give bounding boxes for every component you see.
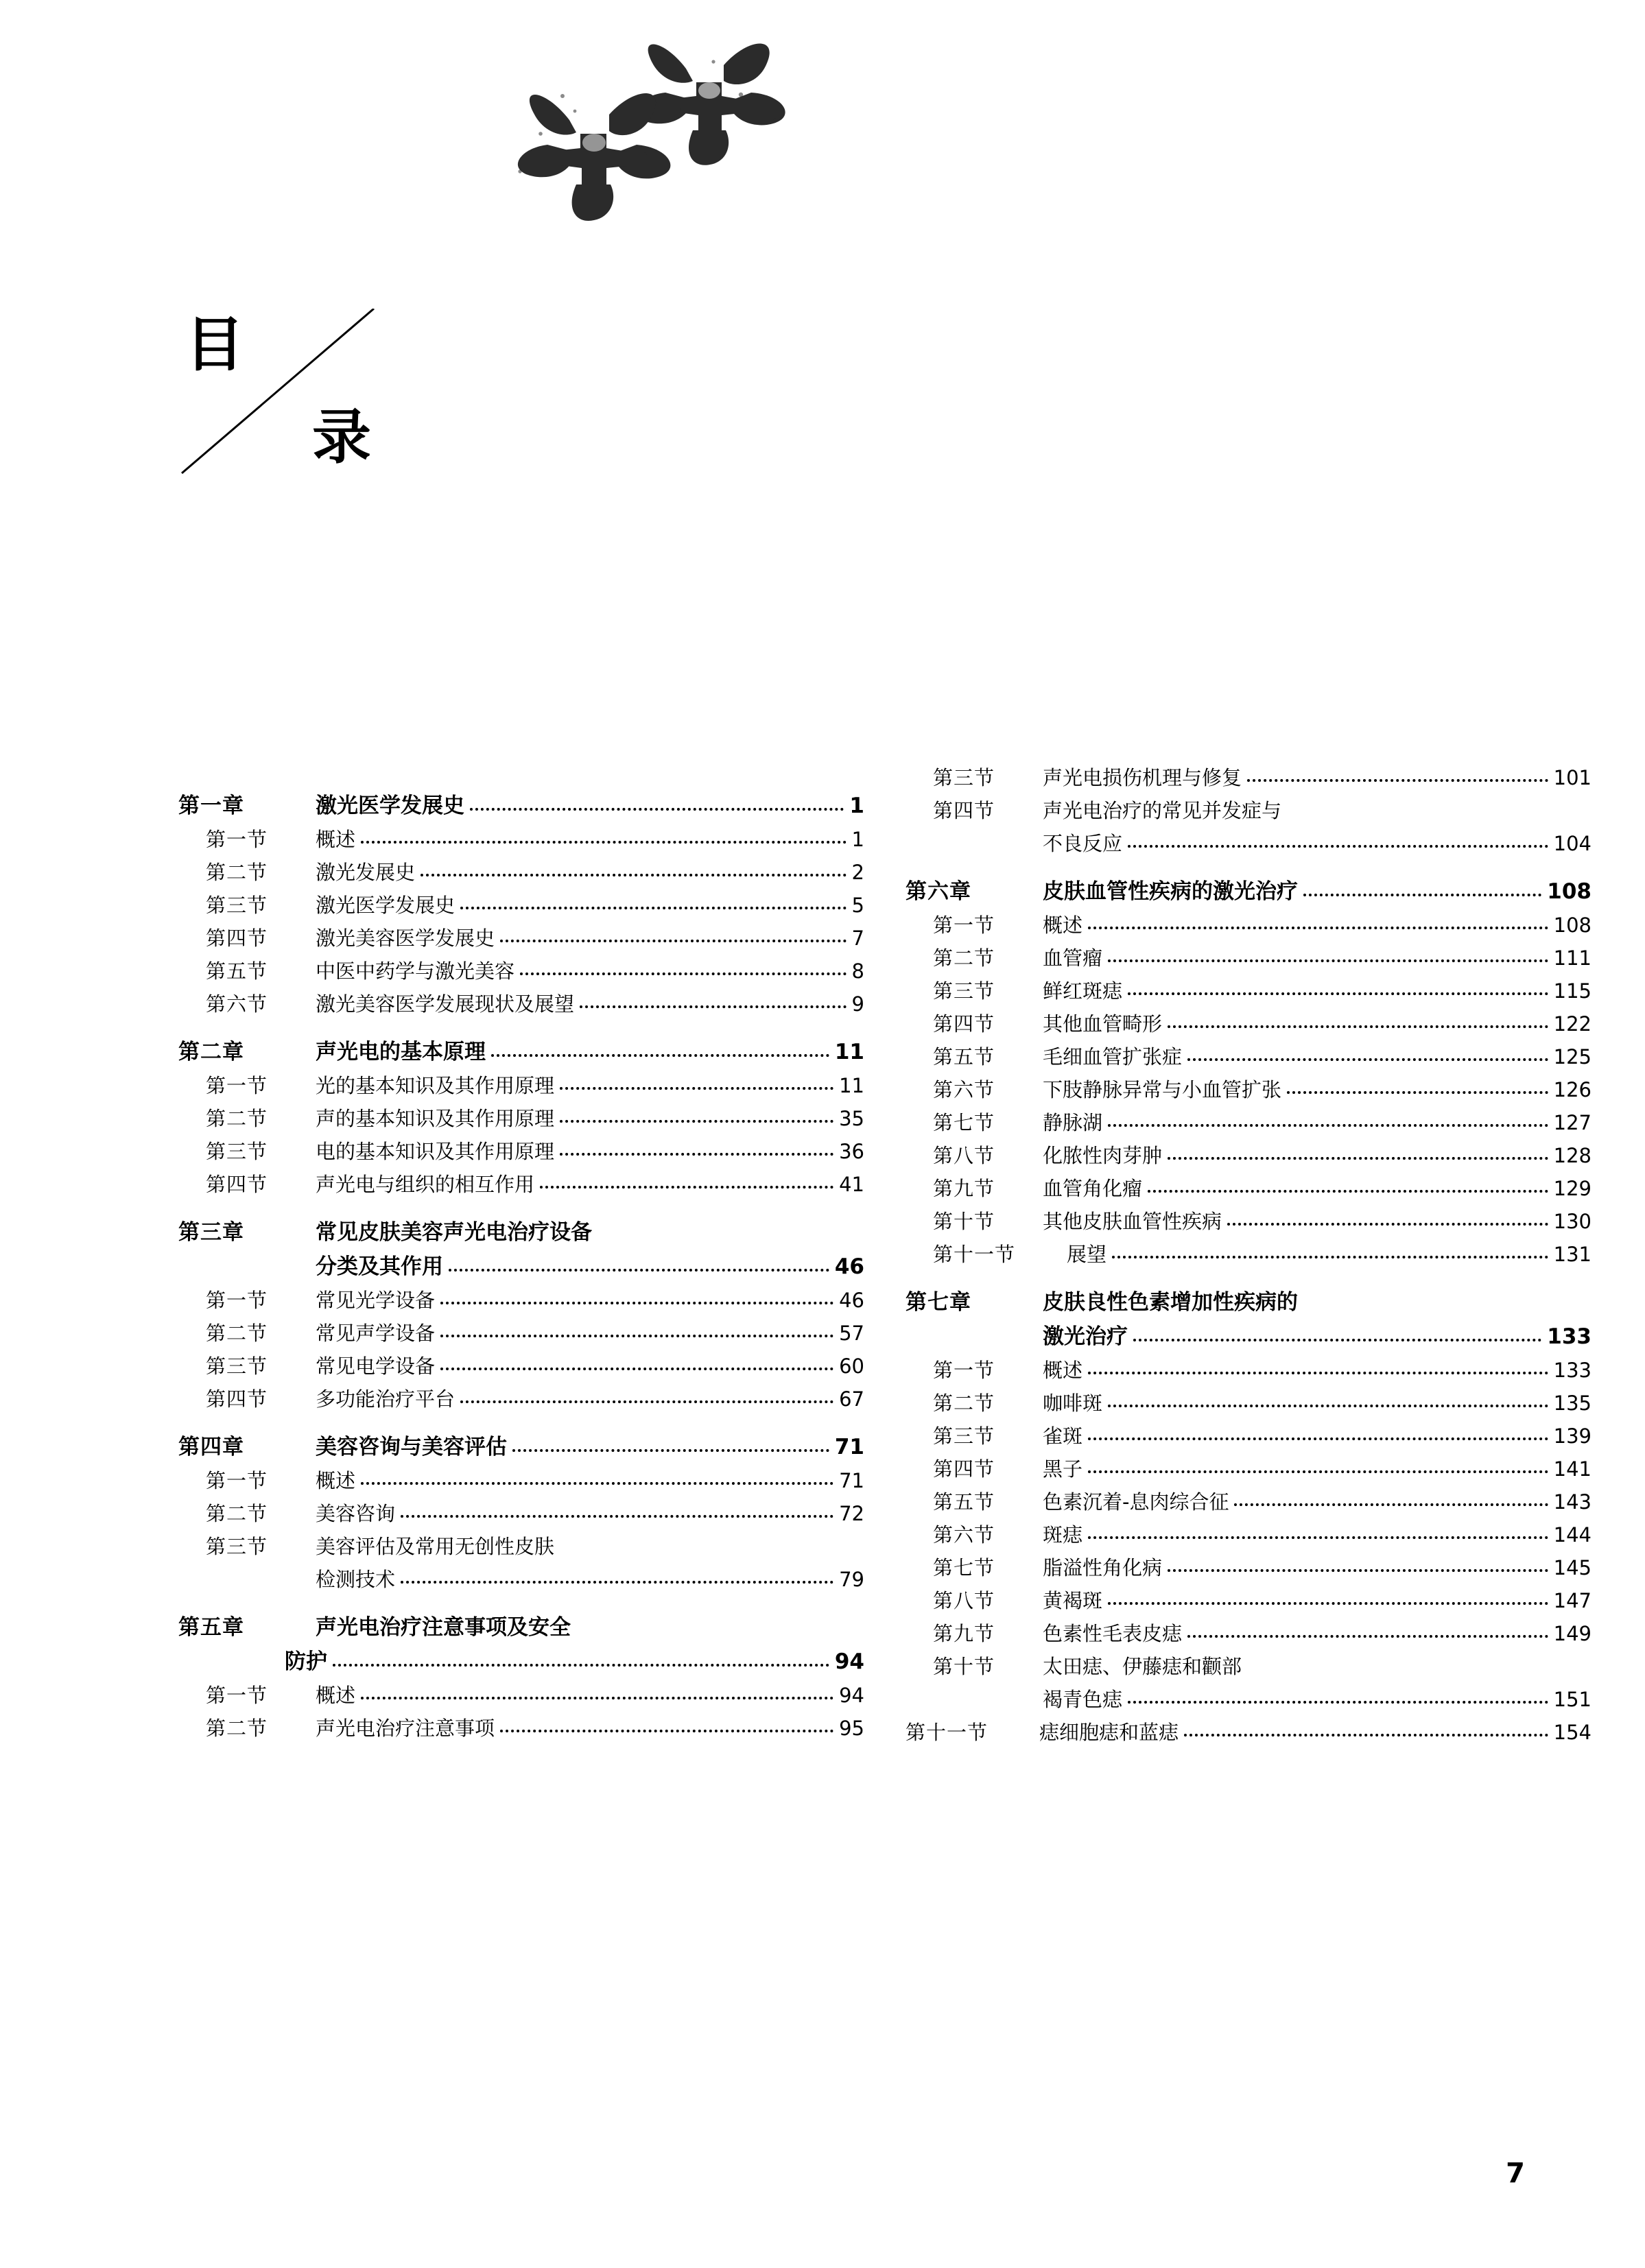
page-number: 5 xyxy=(851,894,864,917)
leader-dots xyxy=(1108,1601,1548,1605)
leader-dots xyxy=(1112,1255,1548,1258)
toc-section-entry[interactable] xyxy=(906,1047,1591,1067)
section-title: 光的基本知识及其作用原理 xyxy=(316,1074,555,1097)
leader-dots xyxy=(361,840,847,844)
orchid-ink-illustration xyxy=(357,14,906,315)
toc-section-entry[interactable] xyxy=(906,1080,1591,1100)
leader-dots xyxy=(540,1185,833,1189)
page-number: 144 xyxy=(1553,1523,1591,1547)
section-title: 声光电治疗的常见并发症与 xyxy=(1043,799,1282,822)
page-number: 135 xyxy=(1553,1392,1591,1415)
section-title: 激光美容医学发展现状及展望 xyxy=(316,992,575,1016)
section-title: 概述 xyxy=(1043,1359,1083,1382)
section-title: 电的基本知识及其作用原理 xyxy=(316,1140,555,1163)
section-title: 美容评估及常用无创性皮肤 xyxy=(316,1535,555,1558)
page-number: 127 xyxy=(1553,1111,1591,1134)
section-title: 激光医学发展史 xyxy=(316,894,455,917)
section-title: 声光电治疗注意事项 xyxy=(316,1717,495,1740)
section-title: 常见电学设备 xyxy=(316,1354,436,1378)
toc-section-entry[interactable] xyxy=(906,1394,1591,1413)
toc-section-entry[interactable] xyxy=(178,1324,864,1344)
toc-section-entry[interactable] xyxy=(906,1492,1591,1512)
toc-section-entry[interactable] xyxy=(906,1624,1591,1644)
section-number: 第九节 xyxy=(933,1177,995,1200)
section-number: 第三节 xyxy=(206,1140,268,1163)
section-number: 第一节 xyxy=(933,914,995,937)
chapter-title: 美容咨询与美容评估 xyxy=(316,1435,507,1459)
section-title: 痣细胞痣和蓝痣 xyxy=(1039,1721,1179,1744)
toc-section-entry[interactable] xyxy=(906,1591,1591,1611)
section-title: 血管瘤 xyxy=(1043,946,1103,970)
section-title: 斑痣 xyxy=(1043,1523,1083,1547)
section-title: 化脓性肉芽肿 xyxy=(1043,1144,1163,1167)
leader-dots xyxy=(333,1663,829,1667)
leader-dots xyxy=(1168,1568,1548,1572)
leader-dots xyxy=(1287,1090,1548,1094)
page-number: 111 xyxy=(1553,946,1591,970)
section-number: 第八节 xyxy=(933,1144,995,1167)
toc-section-entry[interactable] xyxy=(178,1537,864,1557)
leader-dots xyxy=(1108,959,1548,962)
toc-section-entry[interactable] xyxy=(906,1558,1591,1578)
page-title-char-mu: 目 xyxy=(185,311,246,379)
toc-section-entry[interactable] xyxy=(178,1471,864,1491)
page-number: 115 xyxy=(1553,979,1591,1003)
leader-dots xyxy=(560,1119,833,1123)
section-title: 太田痣、伊藤痣和颧部 xyxy=(1043,1655,1242,1678)
toc-column-left xyxy=(178,768,864,1743)
leader-dots xyxy=(449,1268,829,1272)
page-number: 72 xyxy=(839,1502,864,1525)
leader-dots xyxy=(1234,1503,1548,1506)
section-number: 第四节 xyxy=(933,1457,995,1481)
section-title: 色素性毛表皮痣 xyxy=(1043,1622,1183,1645)
leader-dots xyxy=(421,873,847,876)
section-number: 第三节 xyxy=(933,979,995,1003)
chapter-number: 第四章 xyxy=(178,1435,244,1459)
toc-section-entry[interactable] xyxy=(906,801,1591,821)
toc-section-entry[interactable] xyxy=(906,768,1591,788)
section-number: 第六节 xyxy=(206,992,268,1016)
toc-section-entry[interactable] xyxy=(906,1014,1591,1034)
toc-section-entry[interactable] xyxy=(906,1179,1591,1199)
section-number: 第一节 xyxy=(206,1684,268,1707)
leader-dots xyxy=(1148,1189,1548,1193)
section-title-line2: 不良反应 xyxy=(1043,832,1123,855)
leader-dots xyxy=(580,1005,847,1008)
leader-dots xyxy=(470,807,844,811)
chapter-number: 第七章 xyxy=(906,1290,971,1315)
page-number: 101 xyxy=(1553,766,1591,789)
section-title: 多功能治疗平台 xyxy=(316,1387,455,1411)
section-number: 第四节 xyxy=(206,1387,268,1411)
page-number: 108 xyxy=(1553,914,1591,937)
section-title: 声光电损伤机理与修复 xyxy=(1043,766,1242,789)
leader-dots xyxy=(560,1086,833,1090)
toc-section-entry-continuation[interactable] xyxy=(178,1570,864,1590)
toc-section-entry[interactable] xyxy=(906,1146,1591,1166)
page-number: 46 xyxy=(839,1289,864,1312)
leader-dots xyxy=(460,906,847,909)
toc-column-right xyxy=(906,768,1591,1743)
section-number: 第八节 xyxy=(933,1589,995,1612)
section-title: 黑子 xyxy=(1043,1457,1083,1481)
toc-section-entry[interactable] xyxy=(178,959,864,983)
page-number: 60 xyxy=(839,1354,864,1378)
chapter-title: 声光电的基本原理 xyxy=(316,1040,486,1064)
page-number: 139 xyxy=(1553,1424,1591,1448)
chapter-number: 第五章 xyxy=(178,1615,244,1640)
section-title-line2: 褐青色痣 xyxy=(1043,1688,1123,1711)
chapter-title-line2: 激光治疗 xyxy=(1043,1324,1128,1349)
page-number: 149 xyxy=(1553,1622,1591,1645)
section-title: 其他血管畸形 xyxy=(1043,1012,1163,1036)
leader-dots xyxy=(1088,1470,1548,1473)
page-number: 154 xyxy=(1553,1721,1591,1744)
toc-section-entry[interactable] xyxy=(906,1424,1591,1448)
section-title: 声的基本知识及其作用原理 xyxy=(316,1107,555,1130)
section-title: 色素沉着-息肉综合征 xyxy=(1043,1490,1229,1514)
chapter-title: 皮肤良性色素增加性疾病的 xyxy=(1043,1290,1298,1315)
section-title: 中医中药学与激光美容 xyxy=(316,959,515,983)
section-number: 第四节 xyxy=(933,799,995,822)
page-number: 151 xyxy=(1553,1688,1591,1711)
leader-dots xyxy=(440,1301,833,1304)
leader-dots xyxy=(361,1481,833,1485)
section-number: 第四节 xyxy=(206,1173,268,1196)
page-number: 133 xyxy=(1553,1359,1591,1382)
toc-section-entry[interactable] xyxy=(178,1076,864,1096)
leader-dots xyxy=(440,1367,833,1370)
leader-dots xyxy=(1128,992,1548,995)
folio-page-number: 7 xyxy=(1506,2158,1525,2189)
toc-section-entry[interactable] xyxy=(906,1361,1591,1381)
section-number: 第二节 xyxy=(206,1107,268,1130)
section-title: 脂溢性角化病 xyxy=(1043,1556,1163,1579)
toc-section-entry-continuation[interactable] xyxy=(906,1690,1591,1710)
section-number: 第一节 xyxy=(206,1074,268,1097)
section-title: 雀斑 xyxy=(1043,1424,1083,1448)
leader-dots xyxy=(440,1334,833,1337)
page-number: 11 xyxy=(834,1040,864,1064)
section-number: 第九节 xyxy=(933,1622,995,1645)
toc-section-entry[interactable] xyxy=(178,1389,864,1409)
leader-dots xyxy=(1303,893,1541,896)
toc-section-entry[interactable] xyxy=(906,916,1591,935)
section-number: 第十节 xyxy=(933,1210,995,1233)
toc-section-entry[interactable] xyxy=(178,1291,864,1311)
chapter-number: 第六章 xyxy=(906,879,971,904)
leader-dots xyxy=(512,1448,829,1452)
toc-section-entry[interactable] xyxy=(906,1525,1591,1545)
section-title: 下肢静脉异常与小血管扩张 xyxy=(1043,1078,1282,1101)
section-title: 激光美容医学发展史 xyxy=(316,927,495,950)
section-number: 第三节 xyxy=(933,766,995,789)
toc-chapter-entry-continuation[interactable] xyxy=(906,1326,1591,1348)
section-title: 其他皮肤血管性疾病 xyxy=(1043,1210,1222,1233)
toc-section-entry[interactable] xyxy=(906,948,1591,968)
page-number: 71 xyxy=(839,1469,864,1492)
section-number: 第六节 xyxy=(933,1078,995,1101)
leader-dots xyxy=(1128,1700,1548,1704)
chapter-title: 常见皮肤美容声光电治疗设备 xyxy=(316,1220,592,1245)
toc-section-entry[interactable] xyxy=(178,1109,864,1129)
section-title: 概述 xyxy=(316,1684,356,1707)
page-number: 108 xyxy=(1547,879,1591,904)
section-title: 展望 xyxy=(1067,1243,1107,1266)
toc-chapter-entry[interactable] xyxy=(178,1617,864,1638)
leader-dots xyxy=(500,939,847,942)
toc-chapter-entry[interactable] xyxy=(178,1042,864,1063)
section-number: 第一节 xyxy=(206,1469,268,1492)
page-number: 7 xyxy=(851,927,864,950)
page-number: 1 xyxy=(851,828,864,851)
toc-section-entry[interactable] xyxy=(906,1212,1591,1232)
section-title: 美容咨询 xyxy=(316,1502,396,1525)
leader-dots xyxy=(1187,1058,1548,1061)
page-number: 130 xyxy=(1553,1210,1591,1233)
toc-chapter-entry-continuation[interactable] xyxy=(178,1651,864,1673)
section-title: 概述 xyxy=(1043,914,1083,937)
toc-section-entry[interactable] xyxy=(906,1113,1591,1133)
leader-dots xyxy=(491,1053,829,1057)
toc-chapter-entry-continuation[interactable] xyxy=(178,1256,864,1278)
section-number: 第六节 xyxy=(933,1523,995,1547)
section-number: 第一节 xyxy=(206,1289,268,1312)
section-number: 第二节 xyxy=(206,1322,268,1345)
page-title-char-lu: 录 xyxy=(312,403,372,472)
page-number: 41 xyxy=(839,1173,864,1196)
section-title: 常见声学设备 xyxy=(316,1322,436,1345)
toc-chapter-entry[interactable] xyxy=(906,1292,1591,1313)
page-number: 11 xyxy=(839,1074,864,1097)
section-number: 第一节 xyxy=(933,1359,995,1382)
section-number: 第二节 xyxy=(933,1392,995,1415)
section-number: 第四节 xyxy=(206,927,268,950)
leader-dots xyxy=(1108,1404,1548,1407)
section-number: 第五节 xyxy=(206,959,268,983)
toc-section-entry[interactable] xyxy=(906,981,1591,1001)
page-number: 1 xyxy=(849,793,864,818)
page-title xyxy=(175,311,532,521)
section-number: 第三节 xyxy=(933,1424,995,1448)
leader-dots xyxy=(1133,1338,1541,1341)
section-number: 第二节 xyxy=(206,1502,268,1525)
page-number: 143 xyxy=(1553,1490,1591,1514)
section-number: 第五节 xyxy=(933,1490,995,1514)
page-number: 126 xyxy=(1553,1078,1591,1101)
leader-dots xyxy=(500,1729,833,1732)
page-number: 35 xyxy=(839,1107,864,1130)
section-number: 第二节 xyxy=(933,946,995,970)
toc-chapter-entry[interactable] xyxy=(178,1222,864,1243)
leader-dots xyxy=(401,1580,833,1584)
section-number: 第四节 xyxy=(933,1012,995,1036)
page-number: 36 xyxy=(839,1140,864,1163)
leader-dots xyxy=(460,1400,833,1403)
leader-dots xyxy=(401,1514,833,1518)
leader-dots xyxy=(520,972,847,975)
chapter-title: 皮肤血管性疾病的激光治疗 xyxy=(1043,879,1298,904)
page-number: 9 xyxy=(851,992,864,1016)
section-title: 咖啡斑 xyxy=(1043,1392,1103,1415)
toc-section-entry[interactable] xyxy=(178,1142,864,1162)
section-title: 黄褐斑 xyxy=(1043,1589,1103,1612)
toc-section-entry[interactable] xyxy=(906,1459,1591,1479)
section-number: 第七节 xyxy=(933,1556,995,1579)
page-number: 94 xyxy=(834,1649,864,1674)
page-number: 145 xyxy=(1553,1556,1591,1579)
page-number: 95 xyxy=(839,1717,864,1740)
page-number: 122 xyxy=(1553,1012,1591,1036)
page-number: 8 xyxy=(851,959,864,983)
page-number: 129 xyxy=(1553,1177,1591,1200)
leader-dots xyxy=(1227,1222,1548,1226)
toc-section-entry[interactable] xyxy=(178,994,864,1014)
section-title: 常见光学设备 xyxy=(316,1289,436,1312)
leader-dots xyxy=(1088,1371,1548,1374)
section-title: 激光发展史 xyxy=(316,861,416,884)
toc-section-entry[interactable] xyxy=(178,1175,864,1195)
chapter-number: 第一章 xyxy=(178,793,244,818)
section-title: 血管角化瘤 xyxy=(1043,1177,1143,1200)
leader-dots xyxy=(1168,1156,1548,1160)
page-number: 147 xyxy=(1553,1589,1591,1612)
section-number: 第十一节 xyxy=(906,1721,989,1744)
toc-section-entry[interactable] xyxy=(178,896,864,916)
section-number: 第二节 xyxy=(206,861,268,884)
section-title-line2: 检测技术 xyxy=(316,1568,396,1591)
page-number: 71 xyxy=(834,1435,864,1459)
leader-dots xyxy=(1187,1634,1548,1638)
toc-columns xyxy=(0,768,1645,1743)
section-title: 概述 xyxy=(316,828,356,851)
leader-dots xyxy=(1128,844,1548,848)
page-number: 133 xyxy=(1547,1324,1591,1349)
leader-dots xyxy=(1168,1025,1548,1028)
toc-section-entry[interactable] xyxy=(178,1686,864,1706)
section-number: 第三节 xyxy=(206,1535,268,1558)
leader-dots xyxy=(1088,1437,1548,1440)
leader-dots xyxy=(560,1152,833,1156)
page-number: 67 xyxy=(839,1387,864,1411)
page-number: 57 xyxy=(839,1322,864,1345)
toc-section-entry[interactable] xyxy=(178,1719,864,1739)
toc-section-entry[interactable] xyxy=(906,1657,1591,1677)
page-number: 128 xyxy=(1553,1144,1591,1167)
toc-section-entry[interactable] xyxy=(178,1504,864,1524)
section-title: 概述 xyxy=(316,1469,356,1492)
page-number: 2 xyxy=(851,861,864,884)
page-number: 141 xyxy=(1553,1457,1591,1481)
leader-dots xyxy=(1088,926,1548,929)
leader-dots xyxy=(361,1696,833,1699)
chapter-title: 激光医学发展史 xyxy=(316,793,464,818)
section-number: 第三节 xyxy=(206,1354,268,1378)
toc-chapter-entry[interactable] xyxy=(906,881,1591,903)
section-number: 第二节 xyxy=(206,1717,268,1740)
page-number: 79 xyxy=(839,1568,864,1591)
section-title: 静脉湖 xyxy=(1043,1111,1103,1134)
leader-dots xyxy=(1088,1536,1548,1539)
page-number: 131 xyxy=(1553,1243,1591,1266)
chapter-title-line2: 分类及其作用 xyxy=(316,1254,443,1279)
chapter-number: 第二章 xyxy=(178,1040,244,1064)
section-number: 第三节 xyxy=(206,894,268,917)
chapter-title: 声光电治疗注意事项及安全 xyxy=(316,1615,571,1640)
toc-section-entry[interactable] xyxy=(178,863,864,883)
section-number: 第五节 xyxy=(933,1045,995,1069)
toc-chapter-entry[interactable] xyxy=(178,1437,864,1458)
section-title: 鲜红斑痣 xyxy=(1043,979,1123,1003)
toc-section-entry-continuation[interactable] xyxy=(906,834,1591,854)
toc-section-entry[interactable] xyxy=(906,1723,1591,1743)
section-number: 第十节 xyxy=(933,1655,995,1678)
section-number: 第一节 xyxy=(206,828,268,851)
section-title: 声光电与组织的相互作用 xyxy=(316,1173,535,1196)
toc-section-entry[interactable] xyxy=(178,929,864,948)
section-number: 第十一节 xyxy=(933,1243,1016,1266)
page-number: 104 xyxy=(1553,832,1591,855)
section-number: 第七节 xyxy=(933,1111,995,1134)
toc-section-entry[interactable] xyxy=(178,830,864,850)
chapter-number: 第三章 xyxy=(178,1220,244,1245)
page-number: 46 xyxy=(834,1254,864,1279)
toc-chapter-entry[interactable] xyxy=(178,793,864,818)
leader-dots xyxy=(1108,1123,1548,1127)
page-number: 94 xyxy=(839,1684,864,1707)
toc-section-entry[interactable] xyxy=(906,1245,1591,1265)
leader-dots xyxy=(1184,1733,1548,1736)
page-number: 125 xyxy=(1553,1045,1591,1069)
leader-dots xyxy=(1247,778,1548,782)
section-title: 毛细血管扩张症 xyxy=(1043,1045,1183,1069)
chapter-title-line2: 防护 xyxy=(285,1649,327,1674)
toc-section-entry[interactable] xyxy=(178,1354,864,1378)
